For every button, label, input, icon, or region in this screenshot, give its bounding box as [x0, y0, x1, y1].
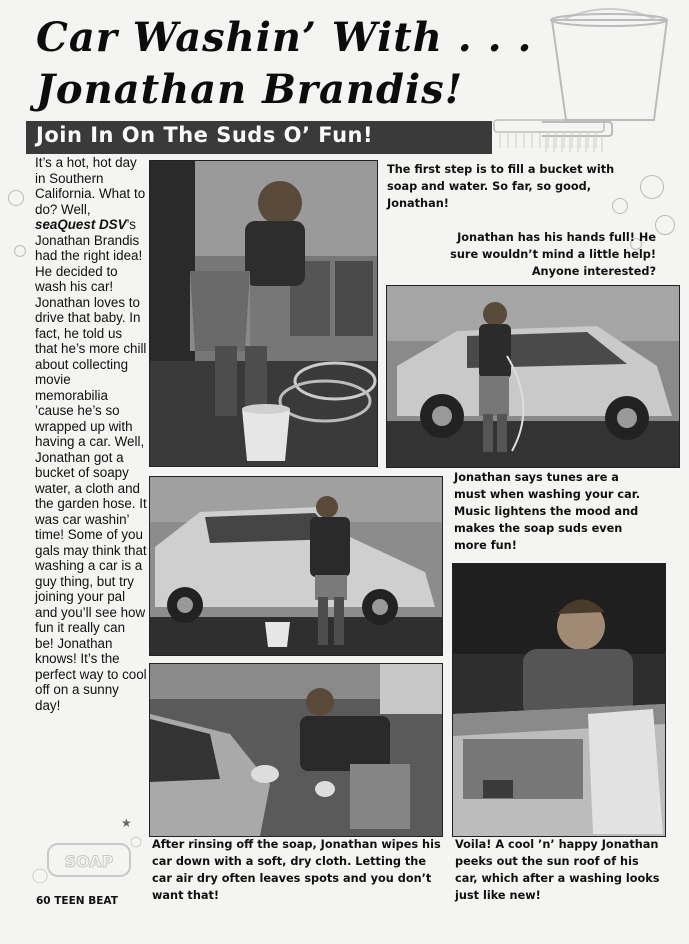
headline-line-1: Car Washin’ With . . .: [36, 14, 533, 61]
caption-bucket: The first step is to fill a bucket with soap and water. So far, so good, Jonathan!: [387, 163, 615, 210]
bubble-decoration: [640, 175, 664, 199]
bubble-decoration: [8, 190, 24, 206]
bubble-decoration: [14, 245, 26, 257]
story-part-1: It’s a hot, hot day in Southern California. What to do? Well,: [35, 155, 146, 217]
show-name: seaQuest DSV: [35, 217, 127, 232]
caption-window: Jonathan has his hands full! He sure wouldn’t mind a little help! Anyone interested?: [450, 231, 656, 278]
photo-sunroof: [452, 563, 666, 837]
headline-line-2: Jonathan Brandis!: [36, 66, 464, 113]
photo-bucket: [149, 160, 378, 467]
story-text: [35, 155, 147, 713]
brush-illustration: [490, 118, 610, 150]
photo-hood: [149, 476, 443, 656]
caption-tunes: Jonathan says tunes are a must when washing your car. Music lightens the mood and makes the soap suds even more fun!: [454, 471, 640, 552]
bubble-decoration: [655, 215, 675, 235]
caption-wiping: After rinsing off the soap, Jonathan wipes his car down with a soft, dry cloth. Letting the car air dry often leaves spots and you don’t want that!: [152, 838, 441, 902]
story-part-2: ’s Jonathan Brandis had the right idea! He decided to wash his car! Jonathan loves to drive that baby. In fact, he told us that he’s more chill about collecting movie memorabilia ’cause he’s so wrapped up with having a car. Well, Jonathan got a bucket of soapy water, a cloth and the garden hose. It was car washin’ time! Some of you gals may think that washing a car is a guy thing, but try joining your pal and you’ll see how fun it really can be! Jonathan knows! It’s the perfect way to cool off on a sunny day!: [35, 217, 147, 713]
page-folio: 60 TEEN BEAT: [36, 895, 118, 907]
caption-sunroof: Voila! A cool ’n’ happy Jonathan peeks out the sun roof of his car, which after a washing looks just like new!: [455, 838, 660, 902]
soap-bar-illustration: [18, 832, 148, 892]
subhead-text: Join In On The Suds O’ Fun!: [36, 123, 374, 147]
soap-label: SOAP: [64, 852, 114, 871]
end-mark-icon: ★: [121, 816, 132, 830]
photo-window: [386, 285, 680, 468]
photo-wiping: [149, 663, 443, 837]
